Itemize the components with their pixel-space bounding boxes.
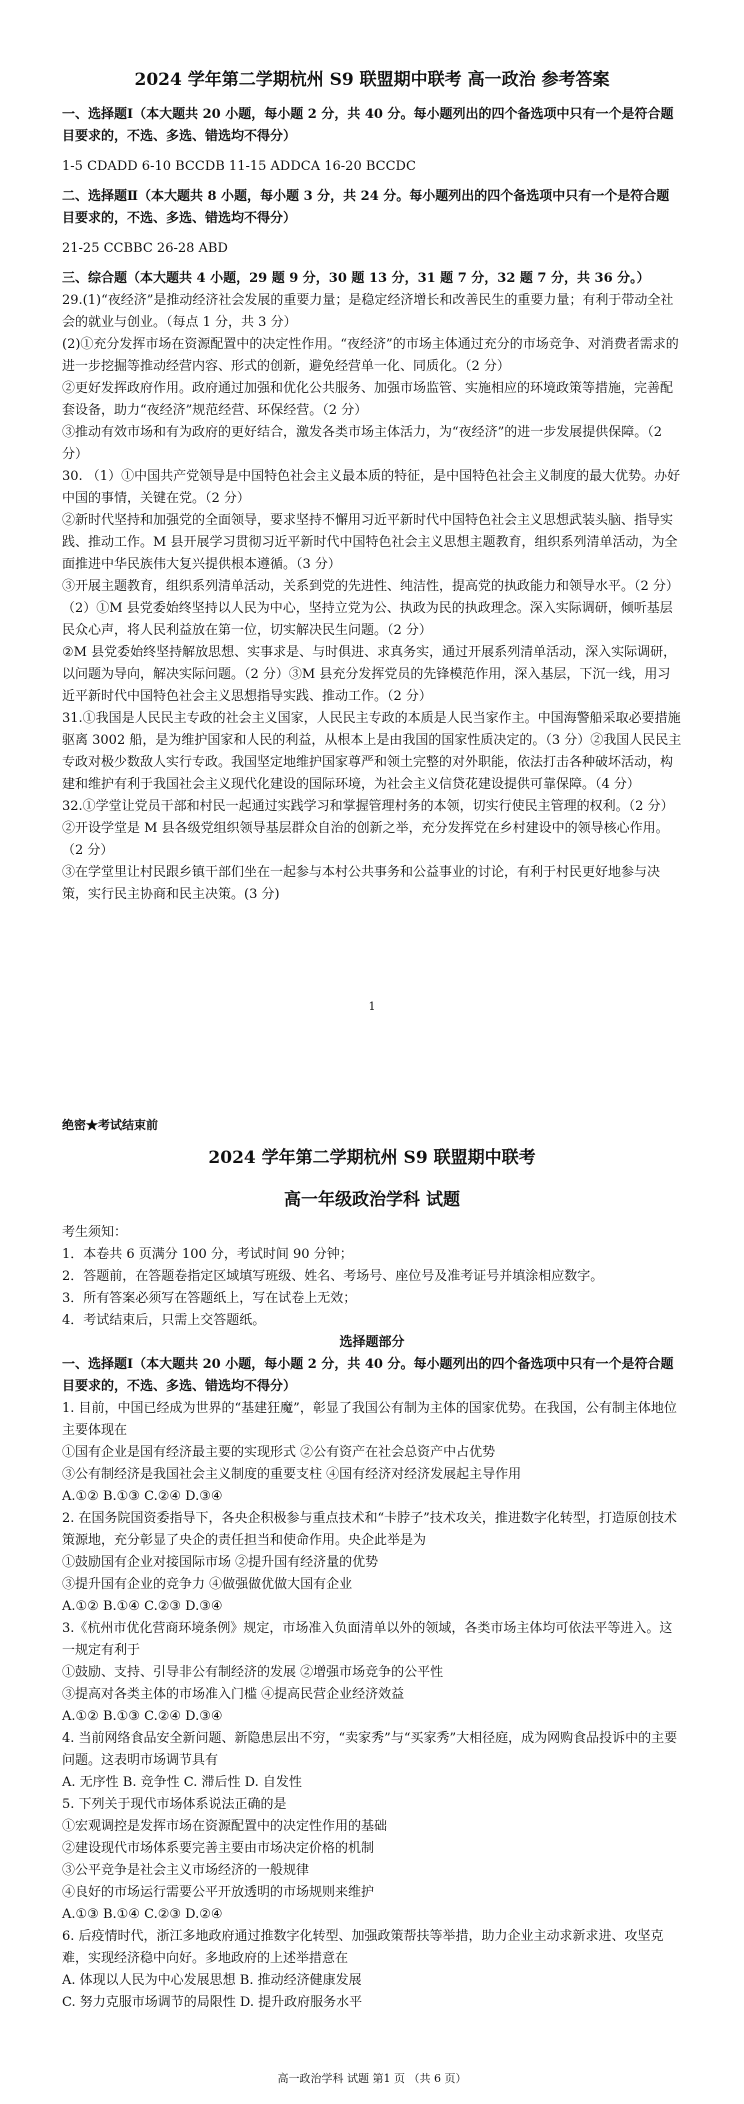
question-line: 4. 当前网络食品安全新问题、新隐患层出不穷，“卖家秀”与“买家秀”大相径庭，成为网购食品投诉中的主要问题。这表明市场调节具有 [62, 1731, 678, 1768]
answer-line: ②开设学堂是 M 县各级党组织领导基层群众自治的创新之举，充分发挥党在乡村建设中的领导核心作用。（2 分） [62, 821, 669, 858]
notice-item: 4．考试结束后，只需上交答题纸。 [62, 1313, 266, 1328]
page-number: 1 [368, 1000, 376, 1013]
section3-heading: 三、综合题（本大题共 4 小题，29 题 9 分，30 题 13 分，31 题 7 分，32 题 7 分，共 36 分。） [62, 271, 650, 286]
answer-line: ②新时代坚持和加强党的全面领导，要求坚持不懈用习近平新时代中国特色社会主义思想武装头脑、指导实践、推动工作。M 县开展学习贯彻习近平新时代中国特色社会主义思想主题教育，组织系列清单活动，为全面推进中华民族伟大复兴提供根本遵循。（3 分） [62, 513, 678, 572]
page-footer: 高一政治学科 试题 第1 页 （共 6 页） [277, 2072, 467, 2085]
notice-item: 1．本卷共 6 页满分 100 分，考试时间 90 分钟； [62, 1247, 353, 1262]
question-line: 6. 后疫情时代，浙江多地政府通过推数字化转型、加强政策帮扶等举措，助力企业主动求新求进、攻坚克难，实现经济稳中向好。多地政府的上述举措意在 [62, 1929, 664, 1966]
answer-line: 29.(1)“夜经济”是推动经济社会发展的重要力量；是稳定经济增长和改善民生的重要力量；有利于带动全社会的就业与创业。（每点 1 分，共 3 分） [62, 293, 674, 330]
section1-answers: 1-5 CDADD 6-10 BCCDB 11-15 ADDCA 16-20 BCCDC [62, 159, 416, 174]
question-line: ①鼓励、支持、引导非公有制经济的发展 ②增强市场竞争的公平性 [62, 1665, 444, 1680]
answer-key-page [0, 0, 744, 1040]
question-line: ③提高对各类主体的市场准入门槛 ④提高民营企业经济效益 [62, 1687, 405, 1702]
answer-line: (2)①充分发挥市场在资源配置中的决定性作用。“夜经济”的市场主体通过充分的市场竞争、对消费者需求的进一步挖掘等推动经营内容、形式的创新，避免经营单一化、同质化。（2 分） [62, 337, 679, 374]
question-line: ②建设现代市场体系要完善主要由市场决定价格的机制 [62, 1841, 375, 1856]
question-line: A.①③ B.①④ C.②③ D.②④ [62, 1907, 223, 1922]
exam-section1-heading: 一、选择题Ⅰ（本大题共 20 小题，每小题 2 分，共 40 分。每小题列出的四个备选项中只有一个是符合题目要求的，不选、多选、错选均不得分） [62, 1357, 674, 1394]
exam-subtitle: 高一年级政治学科 试题 [284, 1190, 460, 1210]
question-line: ④良好的市场运行需要公平开放透明的市场规则来维护 [62, 1885, 375, 1900]
question-line: A.①② B.①③ C.②④ D.③④ [62, 1709, 223, 1724]
question-line: ①国有企业是国有经济最主要的实现形式 ②公有资产在社会总资产中占优势 [62, 1445, 496, 1460]
question-line: ③公有制经济是我国社会主义制度的重要支柱 ④国有经济对经济发展起主导作用 [62, 1467, 522, 1482]
question-line: 1. 目前，中国已经成为世界的“基建狂魔”，彰显了我国公有制为主体的国家优势。在我国，公有制主体地位主要体现在 [62, 1401, 677, 1438]
answer-line: （2）①M 县党委始终坚持以人民为中心，坚持立党为公、执政为民的执政理念。深入实际调研，倾听基层民众心声，将人民利益放在第一位，切实解决民生问题。（2 分） [62, 601, 673, 638]
question-line: 5. 下列关于现代市场体系说法正确的是 [62, 1797, 287, 1812]
part-label: 选择题部分 [339, 1335, 405, 1350]
section1-heading: 一、选择题Ⅰ（本大题共 20 小题，每小题 2 分，共 40 分。每小题列出的四个备选项中只有一个是符合题目要求的，不选、多选、错选均不得分） [62, 107, 674, 144]
answer-line: ②M 县党委始终坚持解放思想、实事求是、与时俱进、求真务实，通过开展系列清单活动，深入实际调研，以问题为导向，解决实际问题。（2 分）③M 县充分发挥党员的先锋模范作用，深入基层，下沉一线，用习近平新时代中国特色社会主义思想指导实践、推动工作。（2 分） [62, 645, 677, 704]
notice-heading: 考生须知： [62, 1225, 128, 1240]
question-line: A. 无序性 B. 竞争性 C. 滞后性 D. 自发性 [62, 1775, 302, 1790]
question-line: 2. 在国务院国资委指导下，各央企积极参与重点技术和“卡脖子”技术攻关，推进数字化转型，打造原创技术策源地，充分彰显了央企的责任担当和使命作用。央企此举是为 [62, 1511, 677, 1548]
question-line: ①宏观调控是发挥市场在资源配置中的决定性作用的基础 [62, 1819, 388, 1834]
exam-paper-page [0, 1040, 744, 2104]
exam-title: 2024 学年第二学期杭州 S9 联盟期中联考 [208, 1148, 536, 1168]
notice-item: 3．所有答案必须写在答题纸上，写在试卷上无效； [62, 1291, 357, 1306]
answer-line: 31.①我国是人民民主专政的社会主义国家，人民民主专政的本质是人民当家作主。中国海警船采取必要措施驱离 3002 船，是为维护国家和人民的利益，从根本上是由我国的国家性质决定的。（3 分）②我国人民民主专政对极少数敌人实行专政。我国坚定地维护国家尊严和领土完整的对外职能，依法打击各种破坏活动，构建和维护有利于我国社会主义现代化建设的国际环境，为社会主义信贷花建设提供可靠保障。（4 分） [62, 711, 682, 792]
question-line: A. 体现以人民为中心发展思想 B. 推动经济健康发展 [62, 1973, 362, 1988]
secret-label: 绝密★考试结束前 [62, 1118, 159, 1132]
answer-line: ③在学堂里让村民跟乡镇干部们坐在一起参与本村公共事务和公益事业的讨论，有利于村民更好地参与决策，实行民主协商和民主决策。(3 分) [62, 865, 661, 902]
question-line: ③公平竞争是社会主义市场经济的一般规律 [62, 1863, 310, 1878]
question-line: C. 努力克服市场调节的局限性 D. 提升政府服务水平 [62, 1995, 363, 2010]
answer-line: 30. （1）①中国共产党领导是中国特色社会主义最本质的特征，是中国特色社会主义制度的最大优势。办好中国的事情，关键在党。（2 分） [62, 469, 681, 506]
question-line: A.①② B.①③ C.②④ D.③④ [62, 1489, 223, 1504]
answer-line: 32.①学堂让党员干部和村民一起通过实践学习和掌握管理村务的本领，切实行使民主管理的权利。（2 分） [62, 799, 674, 814]
answer-line: ③开展主题教育，组织系列清单活动，关系到党的先进性、纯洁性，提高党的执政能力和领导水平。（2 分） [62, 579, 679, 594]
section2-answers: 21-25 CCBBC 26-28 ABD [62, 241, 228, 256]
question-line: ③提升国有企业的竞争力 ④做强做优做大国有企业 [62, 1577, 353, 1592]
answer-key-title: 2024 学年第二学期杭州 S9 联盟期中联考 高一政治 参考答案 [134, 70, 610, 90]
question-line: ①鼓励国有企业对接国际市场 ②提升国有经济量的优势 [62, 1555, 379, 1570]
answer-line: ②更好发挥政府作用。政府通过加强和优化公共服务、加强市场监管、实施相应的环境政策等措施，完善配套设备，助力“夜经济”规范经营、环保经营。（2 分） [62, 381, 674, 418]
question-line: 3.《杭州市优化营商环境条例》规定，市场准入负面清单以外的领域，各类市场主体均可依法平等进入。这一规定有利于 [62, 1621, 673, 1658]
section2-heading: 二、选择题Ⅱ（本大题共 8 小题，每小题 3 分，共 24 分。每小题列出的四个备选项中只有一个是符合题目要求的，不选、多选、错选均不得分） [62, 189, 670, 226]
question-line: A.①② B.①④ C.②③ D.③④ [62, 1599, 223, 1614]
answer-line: ③推动有效市场和有为政府的更好结合，激发各类市场主体活力，为“夜经济”的进一步发展提供保障。（2 分） [62, 425, 663, 462]
notice-item: 2．答题前，在答题卷指定区域填写班级、姓名、考场号、座位号及准考证号并填涂相应数字。 [62, 1269, 604, 1284]
